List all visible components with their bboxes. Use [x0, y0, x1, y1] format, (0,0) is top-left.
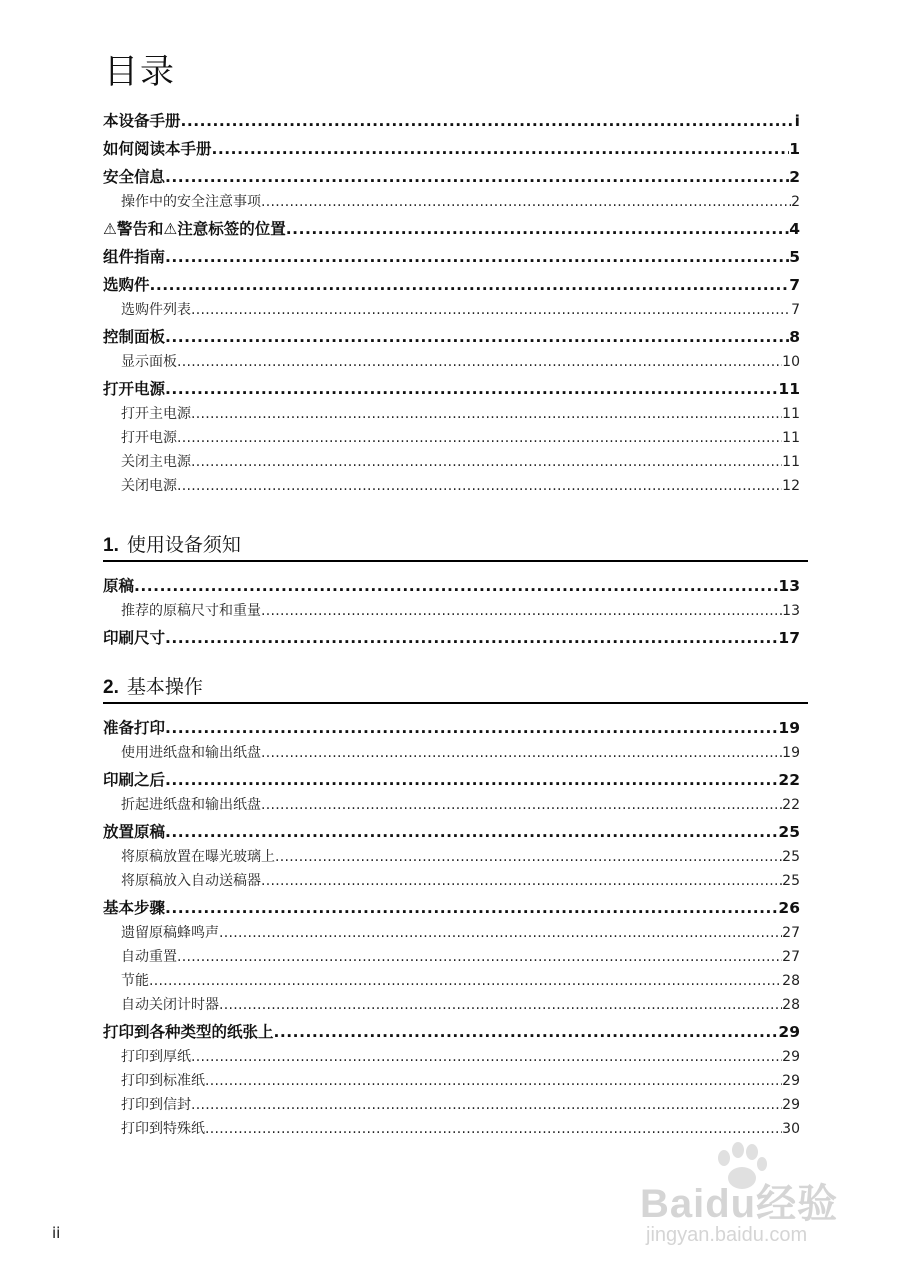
toc-entry-page: 11	[778, 380, 800, 398]
toc-section-entry[interactable]	[103, 767, 800, 793]
toc-entry-label: 打印到各种类型的纸张上	[103, 1023, 274, 1041]
toc-subsection-entry[interactable]	[103, 993, 800, 1017]
toc-entry-label: 操作中的安全注意事项	[121, 194, 261, 210]
toc-entry-label: 自动重置	[121, 949, 177, 965]
toc-subsection-entry[interactable]	[103, 793, 800, 817]
toc-entry-label: 印刷尺寸	[103, 629, 166, 647]
toc-entry-label: 打印到特殊纸	[121, 1121, 205, 1137]
toc-chapter-2	[103, 715, 800, 1141]
dot-leader	[219, 921, 782, 945]
toc-entry-label: 放置原稿	[103, 823, 166, 841]
dot-leader	[191, 298, 791, 322]
dot-leader	[261, 793, 782, 817]
toc-entry-page: 28	[782, 973, 800, 989]
toc-subsection-entry[interactable]	[103, 945, 800, 969]
toc-entry-page: 30	[782, 1121, 800, 1137]
toc-entry-label: 安全信息	[103, 168, 166, 186]
toc-entry-label: ⚠警告和⚠注意标签的位置	[103, 220, 286, 238]
chapter-2-number: 2.	[103, 677, 119, 698]
chapter-1-title: 使用设备须知	[126, 534, 241, 556]
dot-leader	[191, 1093, 782, 1117]
toc-entry-label: 打开电源	[121, 430, 177, 446]
toc-chapter-1	[103, 573, 800, 651]
toc-section-entry[interactable]	[103, 216, 800, 242]
toc-subsection-entry[interactable]	[103, 845, 800, 869]
toc-entry-label: 关闭电源	[121, 478, 177, 494]
toc-entry-label: 使用进纸盘和输出纸盘	[121, 745, 261, 761]
toc-entry-page: 29	[782, 1073, 800, 1089]
toc-entry-label: 打印到信封	[121, 1097, 191, 1113]
toc-section-entry[interactable]	[103, 895, 800, 921]
dot-leader	[165, 625, 778, 651]
toc-section-entry[interactable]	[103, 819, 800, 845]
toc-entry-page: 7	[789, 276, 800, 294]
toc-section-entry[interactable]	[103, 1019, 800, 1045]
toc-entry-label: 自动关闭计时器	[121, 997, 219, 1013]
toc-subsection-entry[interactable]	[103, 1093, 800, 1117]
toc-entry-page: 1	[789, 140, 800, 158]
toc-entry-label: 关闭主电源	[121, 454, 191, 470]
toc-entry-page: 28	[782, 997, 800, 1013]
dot-leader	[177, 426, 782, 450]
dot-leader	[191, 402, 782, 426]
toc-entry-label: 本设备手册	[103, 112, 181, 130]
toc-entry-label: 打开电源	[103, 380, 166, 398]
toc-subsection-entry[interactable]	[103, 190, 800, 214]
dot-leader	[134, 573, 778, 599]
toc-entry-page: 11	[782, 406, 800, 422]
toc-section-entry[interactable]	[103, 108, 800, 134]
toc-entry-label: 选购件列表	[121, 302, 191, 318]
toc-entry-page: 12	[782, 478, 800, 494]
watermark	[640, 1142, 890, 1252]
toc-entry-page: 19	[782, 745, 800, 761]
chapter-1-number: 1.	[103, 535, 119, 556]
toc-entry-label: 如何阅读本手册	[103, 140, 212, 158]
toc-entry-page: 2	[791, 194, 800, 210]
toc-subsection-entry[interactable]	[103, 426, 800, 450]
toc-subsection-entry[interactable]	[103, 298, 800, 322]
toc-entry-label: 原稿	[103, 577, 135, 595]
dot-leader	[205, 1117, 782, 1141]
toc-entry-page: 19	[778, 719, 800, 737]
toc-front-matter	[103, 108, 800, 498]
dot-leader	[275, 845, 782, 869]
toc-entry-label: 准备打印	[103, 719, 166, 737]
toc-entry-label: 打开主电源	[121, 406, 191, 422]
toc-entry-page: 29	[778, 1023, 800, 1041]
toc-subsection-entry[interactable]	[103, 869, 800, 893]
dot-leader	[150, 272, 790, 298]
toc-entry-label: 推荐的原稿尺寸和重量	[121, 603, 261, 619]
toc-entry-label: 选购件	[103, 276, 150, 294]
toc-entry-page: 25	[782, 873, 800, 889]
toc-entry-label: 组件指南	[103, 248, 166, 266]
toc-entry-page: 4	[789, 220, 800, 238]
toc-entry-label: 折起进纸盘和输出纸盘	[121, 797, 261, 813]
toc-entry-page: 27	[782, 925, 800, 941]
toc-entry-label: 打印到标准纸	[121, 1073, 205, 1089]
dot-leader	[177, 350, 782, 374]
toc-subsection-entry[interactable]	[103, 599, 800, 623]
toc-section-entry[interactable]	[103, 244, 800, 270]
dot-leader	[205, 1069, 782, 1093]
chapter-1-heading	[103, 530, 808, 562]
dot-leader	[274, 1019, 779, 1045]
toc-entry-label: 节能	[121, 973, 149, 989]
dot-leader	[165, 767, 778, 793]
toc-section-entry[interactable]	[103, 164, 800, 190]
toc-entry-page: 5	[789, 248, 800, 266]
toc-entry-page: 22	[778, 771, 800, 789]
page-number: ii	[52, 1224, 61, 1242]
toc-entry-label: 印刷之后	[103, 771, 166, 789]
watermark-url: jingyan.baidu.com	[646, 1224, 808, 1246]
dot-leader	[261, 869, 782, 893]
toc-entry-label: 将原稿放置在曝光玻璃上	[121, 849, 275, 865]
toc-entry-page: 11	[782, 454, 800, 470]
toc-entry-page: 7	[791, 302, 800, 318]
chapter-2-heading	[103, 672, 808, 704]
dot-leader	[261, 190, 791, 214]
dot-leader	[165, 164, 789, 190]
page-title: 目录	[104, 52, 176, 92]
dot-leader	[191, 450, 782, 474]
toc-subsection-entry[interactable]	[103, 1069, 800, 1093]
toc-entry-page: 10	[782, 354, 800, 370]
toc-entry-label: 将原稿放入自动送稿器	[121, 873, 261, 889]
dot-leader	[212, 136, 790, 162]
toc-entry-page: 29	[782, 1097, 800, 1113]
toc-entry-label: 显示面板	[121, 354, 177, 370]
toc-entry-page: 17	[778, 629, 800, 647]
chapter-2-title: 基本操作	[126, 676, 203, 698]
dot-leader	[219, 993, 782, 1017]
dot-leader	[165, 376, 778, 402]
dot-leader	[165, 895, 778, 921]
toc-entry-page: i	[794, 112, 800, 130]
dot-leader	[165, 715, 778, 741]
toc-entry-page: 11	[782, 430, 800, 446]
dot-leader	[286, 216, 789, 242]
toc-section-entry[interactable]	[103, 272, 800, 298]
toc-entry-label: 遗留原稿蜂鸣声	[121, 925, 219, 941]
dot-leader	[177, 945, 782, 969]
toc-section-entry[interactable]	[103, 324, 800, 350]
toc-subsection-entry[interactable]	[103, 350, 800, 374]
dot-leader	[177, 474, 782, 498]
toc-entry-label: 控制面板	[103, 328, 166, 346]
dot-leader	[261, 741, 782, 765]
dot-leader	[149, 969, 782, 993]
toc-entry-page: 13	[778, 577, 800, 595]
toc-subsection-entry[interactable]	[103, 474, 800, 498]
toc-subsection-entry[interactable]	[103, 741, 800, 765]
toc-section-entry[interactable]	[103, 573, 800, 599]
toc-entry-page: 13	[782, 603, 800, 619]
toc-subsection-entry[interactable]	[103, 969, 800, 993]
watermark-brand: Baidu经验	[640, 1182, 839, 1226]
toc-entry-page: 26	[778, 899, 800, 917]
toc-section-entry[interactable]	[103, 715, 800, 741]
toc-subsection-entry[interactable]	[103, 402, 800, 426]
toc-section-entry[interactable]	[103, 625, 800, 651]
dot-leader	[165, 819, 778, 845]
dot-leader	[261, 599, 782, 623]
toc-entry-label: 基本步骤	[103, 899, 166, 917]
toc-subsection-entry[interactable]	[103, 450, 800, 474]
dot-leader	[191, 1045, 782, 1069]
toc-entry-page: 8	[789, 328, 800, 346]
toc-section-entry[interactable]	[103, 376, 800, 402]
dot-leader	[165, 324, 789, 350]
toc-entry-page: 29	[782, 1049, 800, 1065]
toc-entry-label: 打印到厚纸	[121, 1049, 191, 1065]
toc-section-entry[interactable]	[103, 136, 800, 162]
toc-subsection-entry[interactable]	[103, 921, 800, 945]
toc-entry-page: 2	[789, 168, 800, 186]
toc-entry-page: 25	[778, 823, 800, 841]
toc-entry-page: 25	[782, 849, 800, 865]
dot-leader	[165, 244, 789, 270]
toc-subsection-entry[interactable]	[103, 1045, 800, 1069]
toc-entry-page: 27	[782, 949, 800, 965]
toc-subsection-entry[interactable]	[103, 1117, 800, 1141]
toc-entry-page: 22	[782, 797, 800, 813]
dot-leader	[181, 108, 795, 134]
